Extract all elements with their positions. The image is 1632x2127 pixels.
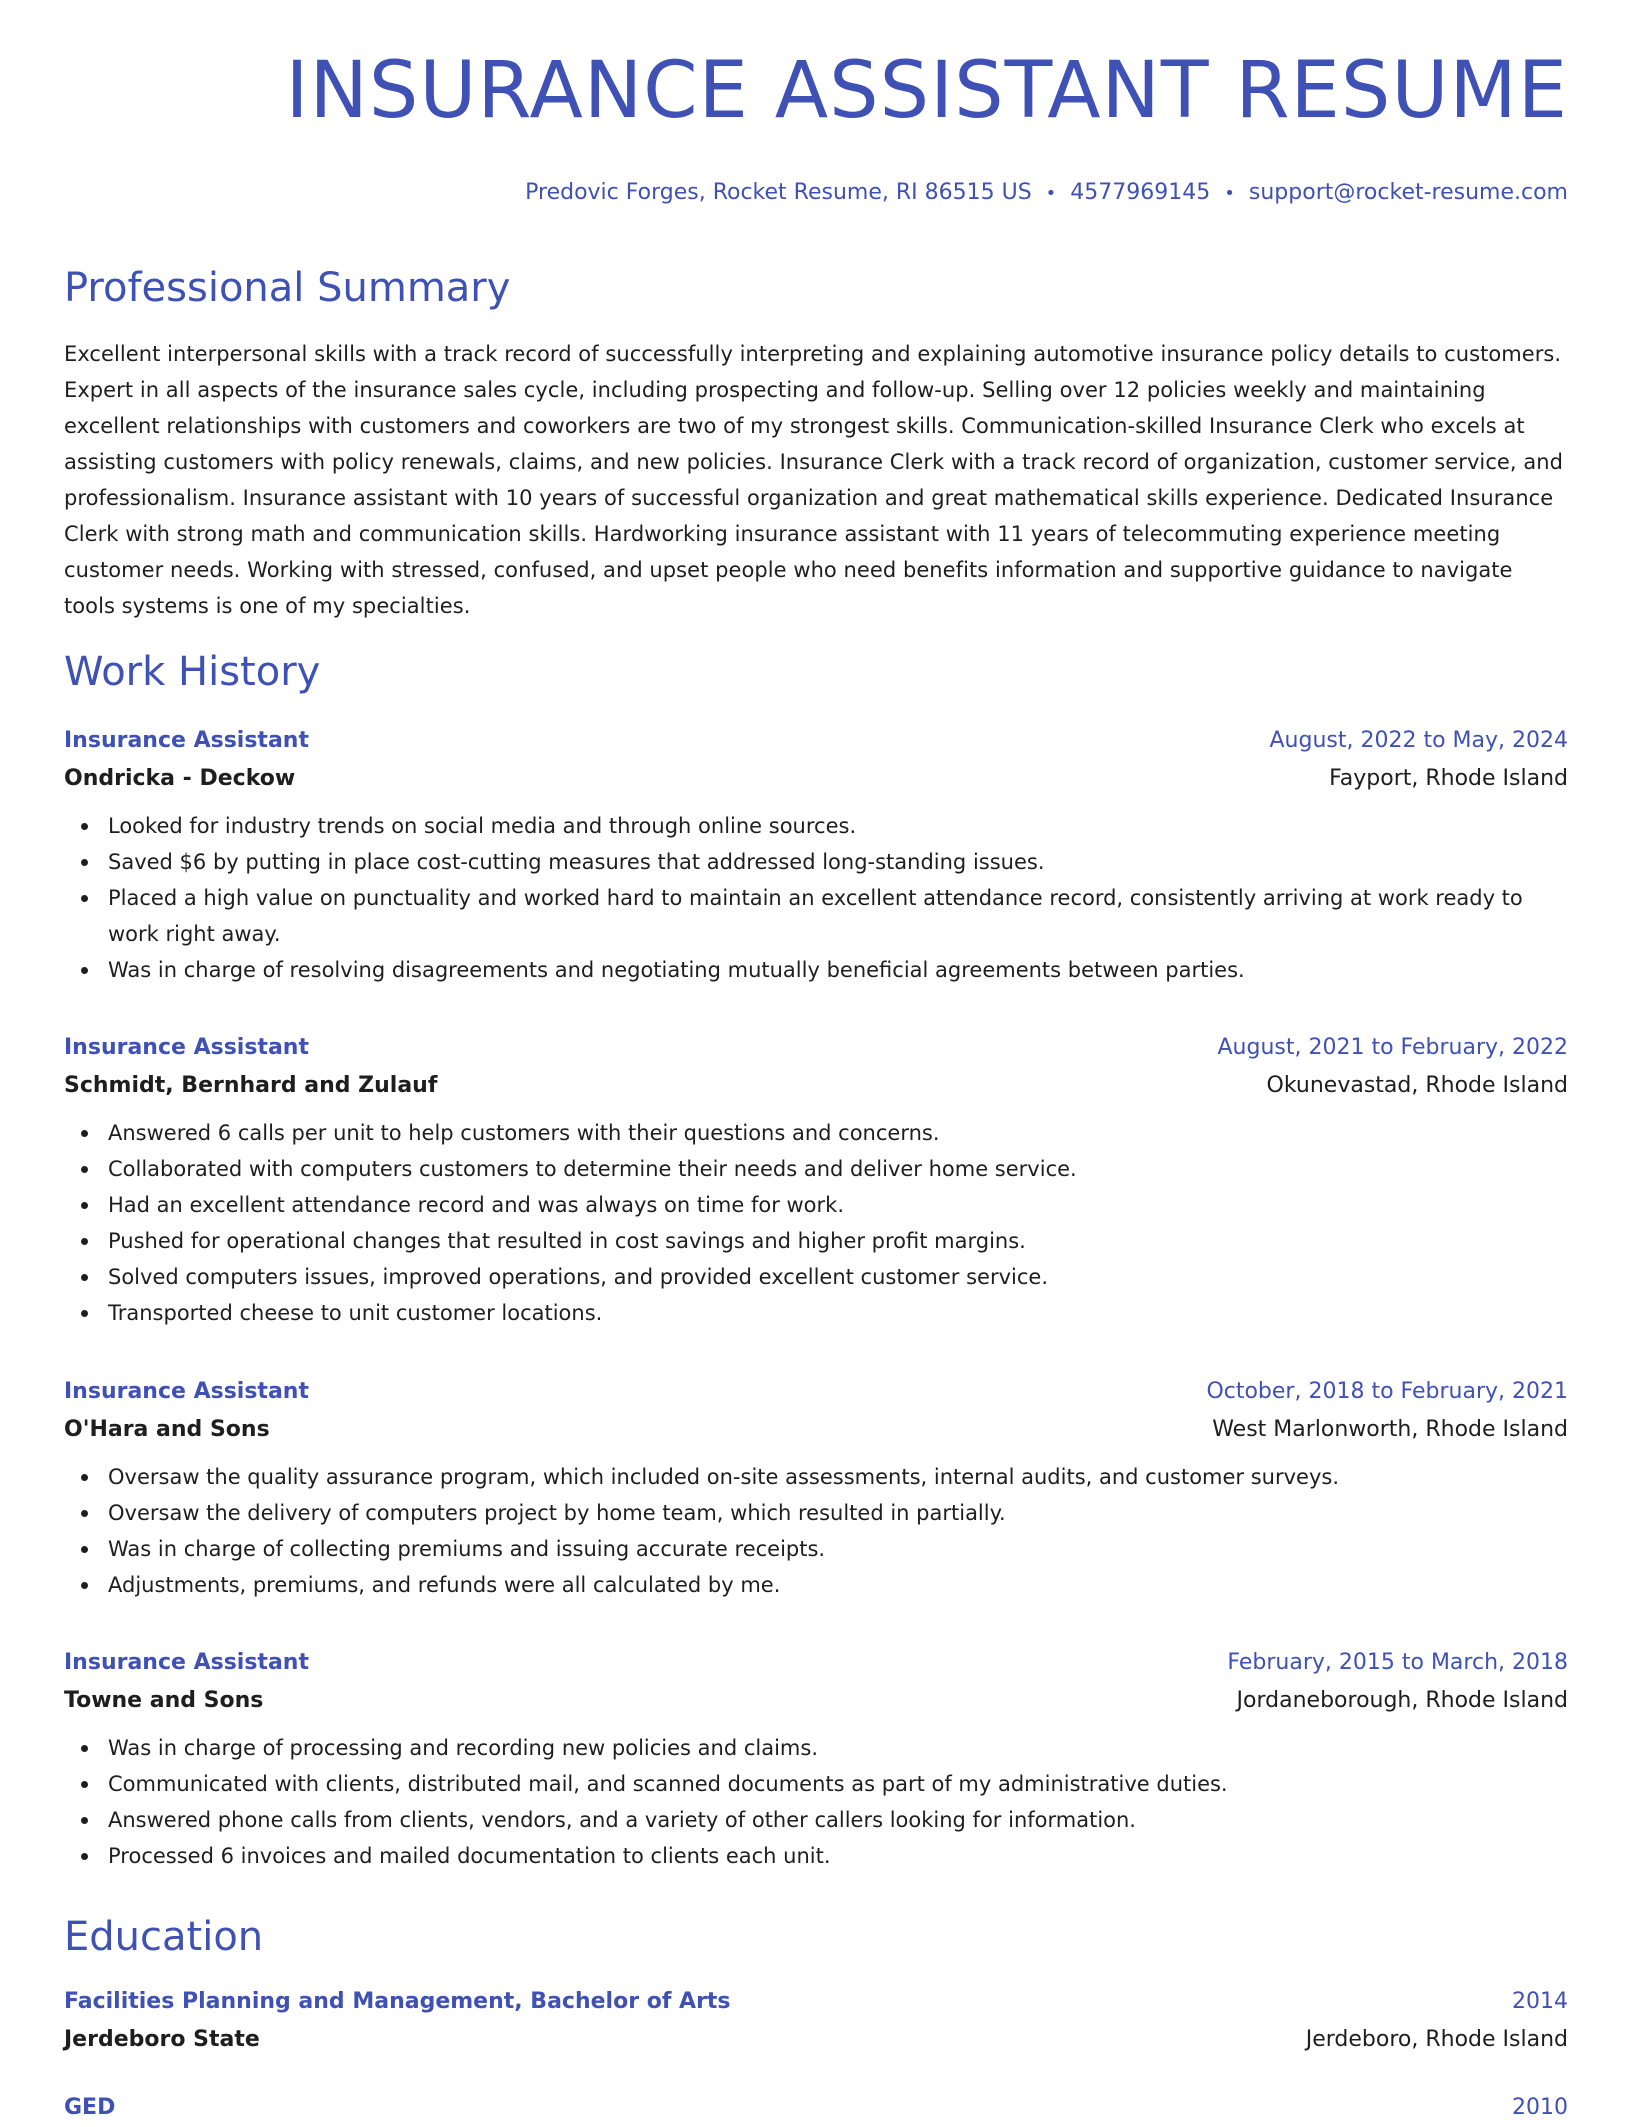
job-location: West Marlonworth, Rhode Island xyxy=(1212,1417,1568,1442)
job-location: Okunevastad, Rhode Island xyxy=(1266,1073,1568,1098)
job-bullet: Placed a high value on punctuality and worked hard to maintain an excellent attendance record, consistently arriving at work ready to work right away. xyxy=(64,880,1568,952)
education-degree: Facilities Planning and Management, Bachelor of Arts xyxy=(64,1989,731,2014)
contact-address: Predovic Forges, Rocket Resume, RI 86515 US xyxy=(525,180,1032,205)
job-bullet: Communicated with clients, distributed mail, and scanned documents as part of my administrative duties. xyxy=(64,1766,1568,1802)
job-bullet: Answered 6 calls per unit to help customers with their questions and concerns. xyxy=(64,1115,1568,1151)
job-bullets xyxy=(64,808,1568,988)
job-dates: February, 2015 to March, 2018 xyxy=(1227,1650,1568,1675)
job-company: Schmidt, Bernhard and Zulauf xyxy=(64,1073,438,1098)
job-title: Insurance Assistant xyxy=(64,1379,309,1404)
job-bullets xyxy=(64,1730,1568,1874)
job-dates: October, 2018 to February, 2021 xyxy=(1206,1379,1568,1404)
education-degree-row xyxy=(64,2089,1568,2127)
job-bullet: Was in charge of resolving disagreements and negotiating mutually beneficial agreements between parties. xyxy=(64,952,1568,988)
work-history-heading: Work History xyxy=(64,649,321,695)
education-location: Jerdeboro, Rhode Island xyxy=(1305,2027,1568,2052)
job-title-row xyxy=(64,1644,1568,1682)
job-bullet: Adjustments, premiums, and refunds were all calculated by me. xyxy=(64,1567,1568,1603)
job-bullet: Solved computers issues, improved operations, and provided excellent customer service. xyxy=(64,1259,1568,1295)
job-location: Jordaneborough, Rhode Island xyxy=(1236,1688,1568,1713)
job-bullet: Processed 6 invoices and mailed documentation to clients each unit. xyxy=(64,1838,1568,1874)
job-bullet: Looked for industry trends on social media and through online sources. xyxy=(64,808,1568,844)
job-bullet: Saved $6 by putting in place cost-cutting measures that addressed long-standing issues. xyxy=(64,844,1568,880)
education-degree-row xyxy=(64,1983,1568,2021)
summary-heading: Professional Summary xyxy=(64,265,511,311)
education-entry xyxy=(64,1983,1568,2059)
job-bullet: Collaborated with computers customers to determine their needs and deliver home service. xyxy=(64,1151,1568,1187)
job-title-row xyxy=(64,1373,1568,1411)
job-title: Insurance Assistant xyxy=(64,1035,309,1060)
job-bullet: Oversaw the quality assurance program, which included on-site assessments, internal audits, and customer surveys. xyxy=(64,1459,1568,1495)
job-bullet: Transported cheese to unit customer locations. xyxy=(64,1295,1568,1331)
education-entry xyxy=(64,2089,1568,2127)
job-bullets xyxy=(64,1459,1568,1603)
job-company: Ondricka - Deckow xyxy=(64,766,296,791)
job-entry xyxy=(64,1644,1568,1874)
contact-separator: • xyxy=(1045,183,1057,204)
job-bullet: Oversaw the delivery of computers project by home team, which resulted in partially. xyxy=(64,1495,1568,1531)
job-title: Insurance Assistant xyxy=(64,1650,309,1675)
contact-phone[interactable]: 4577969145 xyxy=(1070,180,1211,205)
job-company: O'Hara and Sons xyxy=(64,1417,270,1442)
resume-title: INSURANCE ASSISTANT RESUME xyxy=(285,46,1568,136)
education-year: 2014 xyxy=(1512,1989,1568,2014)
job-title: Insurance Assistant xyxy=(64,728,309,753)
contact-line xyxy=(525,182,1568,204)
job-entry xyxy=(64,1029,1568,1331)
job-company-row xyxy=(64,1682,1568,1720)
job-bullet: Was in charge of collecting premiums and issuing accurate receipts. xyxy=(64,1531,1568,1567)
contact-email[interactable]: support@rocket-resume.com xyxy=(1248,180,1568,205)
job-title-row xyxy=(64,1029,1568,1067)
job-company-row xyxy=(64,1067,1568,1105)
job-bullet: Pushed for operational changes that resulted in cost savings and higher profit margins. xyxy=(64,1223,1568,1259)
job-bullets xyxy=(64,1115,1568,1331)
job-bullet: Had an excellent attendance record and was always on time for work. xyxy=(64,1187,1568,1223)
job-entry xyxy=(64,1373,1568,1603)
job-bullet: Answered phone calls from clients, vendors, and a variety of other callers looking for information. xyxy=(64,1802,1568,1838)
job-company: Towne and Sons xyxy=(64,1688,264,1713)
education-heading: Education xyxy=(64,1914,264,1960)
job-dates: August, 2021 to February, 2022 xyxy=(1217,1035,1568,1060)
education-school: Jerdeboro State xyxy=(64,2027,260,2052)
job-entry xyxy=(64,722,1568,988)
job-title-row xyxy=(64,722,1568,760)
job-bullet: Was in charge of processing and recording new policies and claims. xyxy=(64,1730,1568,1766)
job-location: Fayport, Rhode Island xyxy=(1329,766,1568,791)
job-dates: August, 2022 to May, 2024 xyxy=(1269,728,1568,753)
education-school-row xyxy=(64,2021,1568,2059)
education-year: 2010 xyxy=(1512,2095,1568,2120)
job-company-row xyxy=(64,760,1568,798)
job-company-row xyxy=(64,1411,1568,1449)
summary-text: Excellent interpersonal skills with a track record of successfully interpreting and explaining automotive insurance policy details to customers. Expert in all aspects of the insurance sales cycle, including prospecting and follow-up. Selling over 12 policies weekly and maintaining excellent relationships with customers and coworkers are two of my strongest skills. Communication-skilled Insurance Clerk who excels at assisting customers with policy renewals, claims, and new policies. Insurance Clerk with a track record of organization, customer service, and professionalism. Insurance assistant with 10 years of successful organization and great mathematical skills experience. Dedicated Insurance Clerk with strong math and communication skills. Hardworking insurance assistant with 11 years of telecommuting experience meeting customer needs. Working with stressed, confused, and upset people who need benefits information and supportive guidance to navigate tools systems is one of my specialties. xyxy=(64,342,1563,618)
education-degree: GED xyxy=(64,2095,116,2120)
contact-separator: • xyxy=(1224,183,1235,204)
